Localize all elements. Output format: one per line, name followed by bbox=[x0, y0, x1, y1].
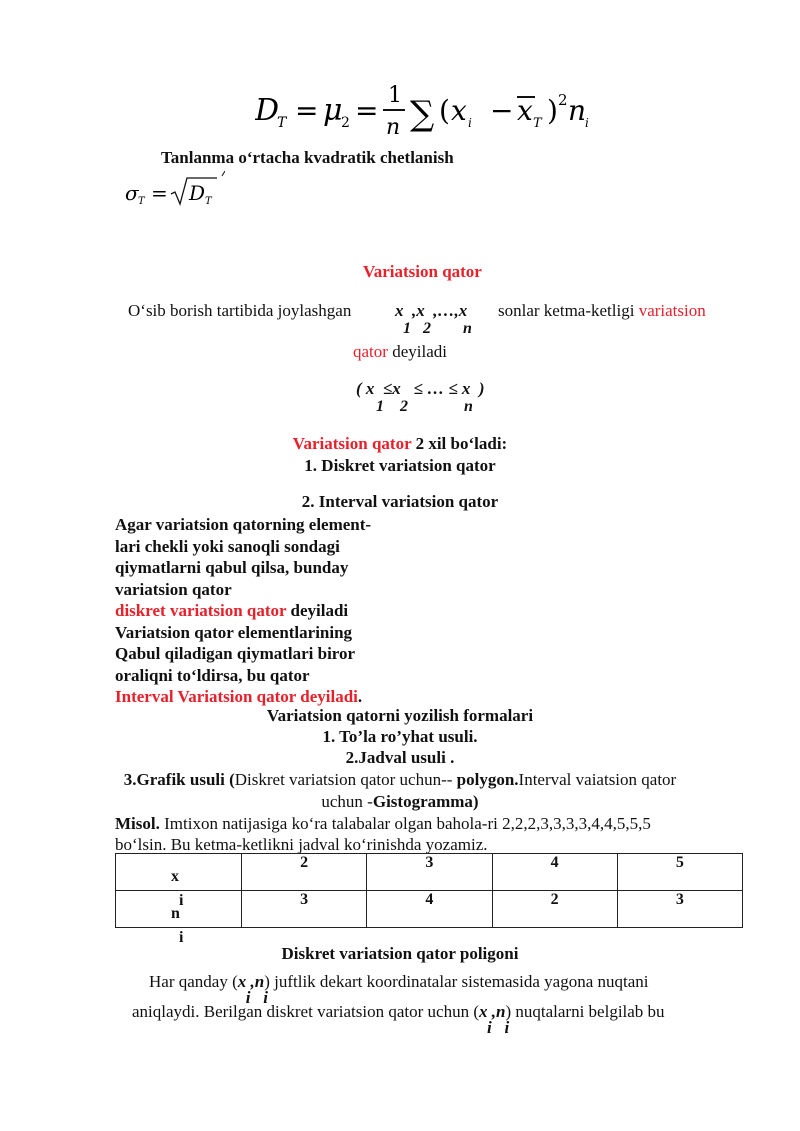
svg-text:i: i bbox=[468, 116, 472, 130]
svg-text:=: = bbox=[295, 94, 319, 127]
head-n-sub: i bbox=[179, 929, 184, 946]
polygon-line2-b: ) nuqtalarni belgilab bu bbox=[505, 1002, 665, 1021]
example-label: Misol. bbox=[115, 814, 160, 833]
std-formula bbox=[125, 168, 225, 208]
svg-text:T: T bbox=[138, 196, 145, 207]
definition-end-text: sonlar ketma-ketligi bbox=[498, 301, 635, 320]
discrete-definition bbox=[115, 514, 371, 708]
polygon-line2 bbox=[132, 1002, 665, 1037]
table-row bbox=[116, 854, 743, 891]
types-red: Variatsion qator bbox=[292, 434, 412, 453]
pair2-sub: i i bbox=[487, 1018, 510, 1037]
svg-text:x: x bbox=[451, 94, 467, 127]
svg-text:D: D bbox=[189, 181, 206, 205]
discrete-line: lari chekli yoki sanoqli sondagi bbox=[115, 536, 340, 556]
table-cell: 5 bbox=[617, 854, 742, 891]
types-heading bbox=[0, 434, 800, 454]
types-rest: 2 xil bo‘ladi: bbox=[415, 434, 508, 453]
svg-text:D: D bbox=[255, 93, 280, 128]
pair2-text: x ,n bbox=[479, 1002, 506, 1021]
table-cell: 4 bbox=[492, 854, 617, 891]
table-row bbox=[116, 891, 743, 928]
polygon-line1-a: Har qanday ( bbox=[149, 972, 238, 991]
inequality-subscripts: 1 2 n bbox=[376, 398, 473, 415]
pair1 bbox=[237, 972, 268, 1007]
svg-text:2: 2 bbox=[558, 91, 568, 109]
form-3-line2 bbox=[0, 792, 800, 812]
discrete-line: qiymatlarni qabul qilsa, bunday bbox=[115, 558, 349, 577]
form-3-bold: 3.Grafik usuli ( bbox=[123, 770, 235, 789]
sequence-subscripts: 1 2 n bbox=[403, 320, 472, 337]
svg-text:n: n bbox=[568, 94, 587, 127]
dispersion-formula-graphic bbox=[255, 80, 615, 140]
forms-title: Variatsion qatorni yozilish formalari bbox=[266, 706, 534, 725]
svg-text:T: T bbox=[277, 115, 287, 131]
discrete-line: variatsion qator bbox=[115, 579, 232, 599]
table-head-n bbox=[116, 891, 242, 946]
svg-text:=: = bbox=[151, 181, 168, 205]
table-head-x bbox=[116, 854, 242, 909]
sequence: x ,x ,…,x bbox=[395, 301, 468, 320]
inequality: ( x ≤x ≤ … ≤ x ) bbox=[356, 379, 485, 398]
table-cell: 3 bbox=[242, 891, 367, 928]
std-formula-graphic bbox=[125, 168, 225, 208]
head-x-sub: i bbox=[179, 892, 184, 909]
example-line2: bo‘lsin. Bu ketma-ketlikni jadval ko‘rinishda yozamiz. bbox=[115, 835, 488, 854]
polygon-title: Diskret variatsion qator poligoni bbox=[281, 944, 519, 963]
svg-text:x: x bbox=[517, 94, 533, 127]
discrete-line: Agar variatsion qatorning element- bbox=[115, 515, 372, 534]
type-discrete: 1. Diskret variatsion qator bbox=[304, 456, 496, 475]
form-3 bbox=[0, 770, 800, 790]
interval-red: Interval Variatsion qator deyiladi bbox=[115, 687, 358, 706]
definition-end bbox=[498, 301, 706, 321]
interval-line: Qabul qiladigan qiymatlari biror bbox=[115, 644, 356, 663]
pair2 bbox=[479, 1002, 510, 1037]
svg-text:): ) bbox=[547, 94, 558, 127]
svg-text:n: n bbox=[386, 115, 401, 140]
svg-text:1: 1 bbox=[388, 83, 402, 108]
interval-line-last bbox=[115, 686, 371, 708]
discrete-line-last bbox=[115, 600, 371, 622]
form-3-line2-a: uchun - bbox=[321, 792, 373, 811]
table-cell: 2 bbox=[492, 891, 617, 928]
svg-text:(: ( bbox=[439, 94, 450, 127]
form-3-polygon: polygon. bbox=[456, 770, 519, 789]
form-1: 1. To’la ro’yhat usuli. bbox=[322, 727, 478, 746]
interval-line: Variatsion qator elementlarining bbox=[115, 622, 353, 642]
table-cell: 3 bbox=[367, 854, 492, 891]
example-text1: Imtixon natijasiga ko‘ra talabalar olgan bahola-ri 2,2,2,3,3,3,3,4,4,5,5,5 bbox=[164, 814, 651, 833]
definition-line2-end: deyiladi bbox=[392, 342, 447, 361]
svg-text:=: = bbox=[355, 94, 379, 127]
form-3-a: Diskret variatsion qator uchun-- bbox=[234, 770, 453, 789]
frequency-table bbox=[115, 853, 743, 946]
form-3-b: Interval vaiatsion qator bbox=[518, 770, 677, 789]
pair1-sub: i i bbox=[245, 988, 268, 1007]
interval-line: oraliqni to‘ldirsa, bu qator bbox=[115, 665, 310, 685]
form-3-gistogramma: Gistogramma) bbox=[372, 792, 479, 811]
svg-text:i: i bbox=[585, 116, 589, 130]
discrete-red: diskret variatsion qator bbox=[115, 601, 287, 620]
interval-dot: . bbox=[357, 687, 363, 706]
polygon-line2-a: aniqlaydi. Berilgan diskret variatsion qator uchun ( bbox=[132, 1002, 479, 1021]
head-x: x bbox=[171, 868, 179, 885]
head-n: n bbox=[171, 905, 180, 922]
definition-start: O‘sib borish tartibida joylashgan bbox=[128, 301, 352, 320]
form-2: 2.Jadval usuli . bbox=[345, 748, 455, 767]
table-cell: 2 bbox=[242, 854, 367, 891]
polygon-line1-b: ) juftlik dekart koordinatalar sistemasida yagona nuqtani bbox=[264, 972, 649, 991]
definition-red-term: variatsion bbox=[638, 301, 706, 320]
svg-text:σ: σ bbox=[125, 181, 139, 205]
svg-text:μ: μ bbox=[323, 93, 343, 128]
discrete-end: deyiladi bbox=[290, 601, 349, 620]
type-interval: 2. Interval variatsion qator bbox=[301, 492, 499, 511]
polygon-line1 bbox=[149, 972, 649, 1007]
svg-text:∑: ∑ bbox=[410, 94, 435, 134]
section-title: Variatsion qator bbox=[363, 262, 482, 281]
example-line1 bbox=[115, 814, 651, 834]
table-cell: 3 bbox=[617, 891, 742, 928]
table-cell: 4 bbox=[367, 891, 492, 928]
svg-text:T: T bbox=[205, 196, 212, 207]
dispersion-formula bbox=[255, 80, 615, 140]
definition-red-term2: qator bbox=[353, 342, 388, 361]
pair1-text: x ,n bbox=[237, 972, 265, 991]
svg-text:T: T bbox=[533, 116, 542, 131]
svg-text:2: 2 bbox=[341, 115, 350, 131]
definition-line2 bbox=[0, 342, 800, 362]
std-heading: Tanlanma o‘rtacha kvadratik chetlanish bbox=[161, 148, 454, 167]
svg-text:−: − bbox=[490, 94, 514, 127]
